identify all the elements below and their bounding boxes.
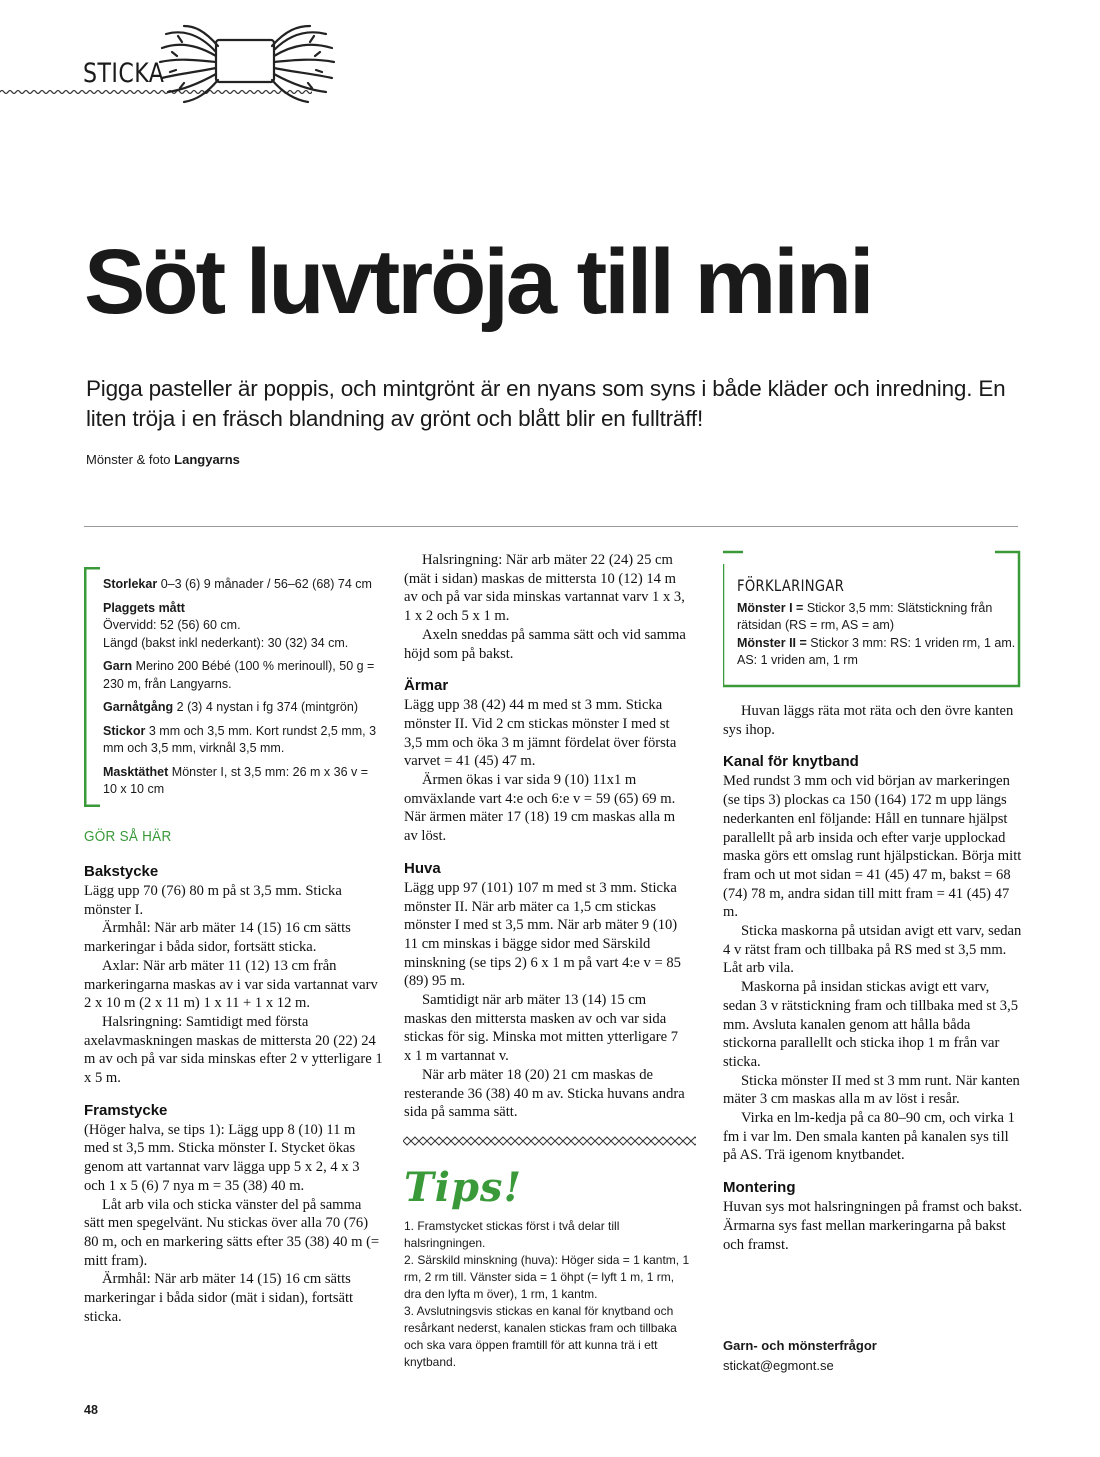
column-2 <box>404 551 686 1122</box>
info-garn <box>103 658 385 693</box>
paragraph: Samtidigt när arb mäter 13 (14) 15 cm maskas den mittersta masken av och var sida stickas för sig. Minska mot mitten ytterligare 7 x 1 m vartannat v. <box>404 992 678 1065</box>
section-heading-montering: Montering <box>723 1179 796 1197</box>
horizontal-rule <box>84 526 1018 527</box>
info-label: Garn <box>103 659 133 673</box>
info-label: Stickor <box>103 723 146 738</box>
zigzag-divider <box>403 1136 696 1146</box>
paragraph: Ärmhål: När arb mäter 14 (15) 16 cm sätts markeringar i båda sidor (mät i sidan), fortsätt sticka. <box>84 1271 354 1325</box>
paragraph: Ärmhål: När arb mäter 14 (15) 16 cm sätts markeringar i båda sidor, fortsätt sticka. <box>84 920 351 956</box>
info-garnatgang <box>103 699 385 717</box>
info-storlekar <box>103 576 385 594</box>
contact-block <box>723 1336 1023 1376</box>
paragraph: Axlar: När arb mäter 11 (12) 13 cm från markeringarna maskas av i var sida vartannat varv 2 x 10 m (2 x 11 m) 1 x 11 + 1 x 12 m. <box>84 957 378 1012</box>
info-value: Mönster I, st 3,5 mm: 26 m x 36 v = 10 x 10 cm <box>103 764 369 796</box>
section-label: STICKA <box>83 58 165 89</box>
paragraph: Maskorna på insidan stickas avigt ett varv, sedan 3 v rätstickning fram och tillbaka med st 3,5 mm. Avsluta kanalen genom att hålla båda stickorna parallellt och sticka ihop 1 m från var sticka. <box>723 979 1019 1070</box>
credit-prefix: Mönster & foto <box>86 452 171 467</box>
tips-list <box>404 1218 694 1371</box>
paragraph: Axeln sneddas på samma sätt och vid samma höjd som på bakst. <box>404 626 686 662</box>
page-number: 48 <box>84 1403 98 1417</box>
tip-item: 2. Särskild minskning (huva): Höger sida = 1 kantm, 1 rm, 2 rm till. Vänster sida = 1 öhpt (= lyft 1 m, 1 rm, dra den lyfta m över), 1 rm, 1 kantm. <box>404 1253 690 1301</box>
paragraph: Huvan sys mot halsringningen på framst och bakst. Ärmarna sys fast mellan markeringarna på bakst och framst. <box>723 1199 1023 1253</box>
info-box <box>103 576 385 802</box>
info-label: Storlekar <box>103 577 158 591</box>
tip-item: 3. Avslutningsvis stickas en kanal för knytband och resårkant nederst, kanalen stickas fram och tillbaka och ska vara öppen framtill för att kunna trä i ett knytband. <box>404 1304 677 1369</box>
info-masktathet <box>103 764 385 799</box>
section-heading-bakstycke: Bakstycke <box>84 863 159 880</box>
info-label: Masktäthet <box>103 764 169 779</box>
paragraph: Låt arb vila och sticka vänster del på samma sätt men spegelvänt. Nu stickas över alla 70 (76) 80 m, och en markering sätts efter 35 (38) 40 m (= mitt fram). <box>84 1196 380 1269</box>
paragraph: Halsringning: Samtidigt med första axelavmaskningen maskas de mittersta 20 (22) 24 m av och på var sida minskas efter 2 v ytterligare 1 x 5 m. <box>84 1013 383 1087</box>
credit-name: Langyarns <box>174 452 240 467</box>
explanation-value: Stickor 3,5 mm: Slätstickning från rätsidan (RS = rm, AS = am) <box>737 600 993 632</box>
explanations-box <box>737 577 1017 670</box>
info-value: Längd (bakst inkl nederkant): 30 (32) 34 cm. <box>103 635 349 650</box>
tips-heading: Tips! <box>404 1164 523 1211</box>
info-stickor <box>103 723 385 758</box>
paragraph: Halsringning: När arb mäter 22 (24) 25 cm (mät i sidan) maskas de mittersta 10 (12) 14 m av och på var sida minskas vartannat varv 1 x 3, 1 x 2 och 5 x 1 m. <box>404 552 685 625</box>
info-label: Plaggets mått <box>103 600 185 615</box>
yarn-skein-icon <box>158 22 336 104</box>
info-value: Merino 200 Bébé (100 % merinoull), 50 g = 230 m, från Langyarns. <box>103 659 375 691</box>
article-credit <box>86 452 240 467</box>
section-heading-framstycke: Framstycke <box>84 1101 168 1119</box>
paragraph: När arb mäter 18 (20) 21 cm maskas de resterande 36 (38) 40 m av. Sticka huvans andra sida på samma sätt. <box>404 1066 685 1121</box>
explanations-title: FÖRKLARINGAR <box>737 576 845 595</box>
info-value: Övervidd: 52 (56) 60 cm. <box>103 618 241 632</box>
article-lede: Pigga pasteller är poppis, och mintgrönt är en nyans som syns i både kläder och inredning. En liten tröja i en fräsch blandning av grönt och blått blir en fullträff! <box>86 376 1006 431</box>
explanation-item <box>737 635 1017 670</box>
column-1 <box>84 862 384 1326</box>
section-heading-huva: Huva <box>404 859 441 877</box>
paragraph: Lägg upp 38 (42) 44 m med st 3 mm. Sticka mönster II. Vid 2 cm stickas mönster I med st 3,5 mm och öka 3 m jämnt fördelat över första varvet = 41 (45) 47 m. <box>404 697 677 770</box>
contact-label: Garn- och mönsterfrågor <box>723 1338 877 1353</box>
paragraph: Sticka mönster II med st 3 mm runt. När kanten mäter 3 cm maskas alla m av löst i resår. <box>723 1072 1020 1108</box>
paragraph: Sticka maskorna på utsidan avigt ett varv, sedan 4 v rätst fram och tillbaka på RS med st 3,5 mm. Låt arb vila. <box>723 923 1022 977</box>
info-value: 3 mm och 3,5 mm. Kort rundst 2,5 mm, 3 mm och 3,5 mm, virknål 3,5 mm. <box>103 723 377 755</box>
paragraph: Huvan läggs räta mot räta och den övre kanten sys ihop. <box>723 703 1014 738</box>
paragraph: Lägg upp 70 (76) 80 m på st 3,5 mm. Sticka mönster I. <box>84 883 342 918</box>
section-heading-kanal: Kanal för knytband <box>723 753 859 771</box>
info-label: Garnåtgång <box>103 700 174 714</box>
explanation-label: Mönster I = <box>737 600 804 615</box>
explanation-item <box>737 600 1017 635</box>
paragraph: Ärmen ökas i var sida 9 (10) 11x1 m omväxlande vart 4:e och 6:e v = 59 (65) 69 m. När ärmen mäter 17 (18) 19 cm maskas alla m av löst. <box>404 772 676 845</box>
paragraph: (Höger halva, se tips 1): Lägg upp 8 (10) 11 m med st 3,5 mm. Sticka mönster I. Stycket ökas genom att vartannat varv lägga upp 5 x 2, 4 x 3 och 1 x 5 (6) 7 nya m = 35 (38) 40 m. <box>84 1121 360 1194</box>
column-3 <box>723 702 1023 1254</box>
explanation-label: Mönster II = <box>737 635 807 650</box>
info-value: 2 (3) 4 nystan i fg 374 (mintgrön) <box>176 700 358 714</box>
info-value: 0–3 (6) 9 månader / 56–62 (68) 74 cm <box>160 577 372 591</box>
paragraph: Virka en lm-kedja på ca 80–90 cm, och virka 1 fm i var lm. Den smala kanten på kanalen sys till på AS. Trä igenom knytbandet. <box>723 1110 1015 1164</box>
article-title: Söt luvtröja till mini <box>84 231 872 333</box>
explanation-value: Stickor 3 mm: RS: 1 vriden rm, 1 am. AS: 1 vriden am, 1 rm <box>737 635 1016 667</box>
paragraph: Lägg upp 97 (101) 107 m med st 3 mm. Sticka mönster II. När arb mäter ca 1,5 cm stickas mönster I med st 3,5 mm. När arb mäter 9 (10) 11 cm minskas i bägge sidor med Särskild minskning (se tips 2) 6 x 1 m på vart 4:e v = 85 (89) 95 m. <box>404 879 681 990</box>
paragraph: Med rundst 3 mm och vid början av markeringen (se tips 3) plockas ca 150 (164) 172 m upp längs nederkanten enl följande: Håll en tunnare hjälpst parallellt på arb insida och efter varje upplockad maska görs ett omslag runt hjälpstickan. Börja mitt fram och ut mot sidan = 41 (45) 47 m, bakst = 68 (74) 78 m, andra sidan till mitt fram = 41 (45) 47 m. <box>723 773 1022 921</box>
instructions-heading: GÖR SÅ HÄR <box>84 828 172 845</box>
section-heading-armar: Ärmar <box>404 677 449 695</box>
contact-email[interactable]: stickat@egmont.se <box>723 1358 834 1373</box>
info-plaggets-matt <box>103 600 385 653</box>
tip-item: 1. Framstycket stickas först i två delar till halsringningen. <box>404 1219 620 1250</box>
